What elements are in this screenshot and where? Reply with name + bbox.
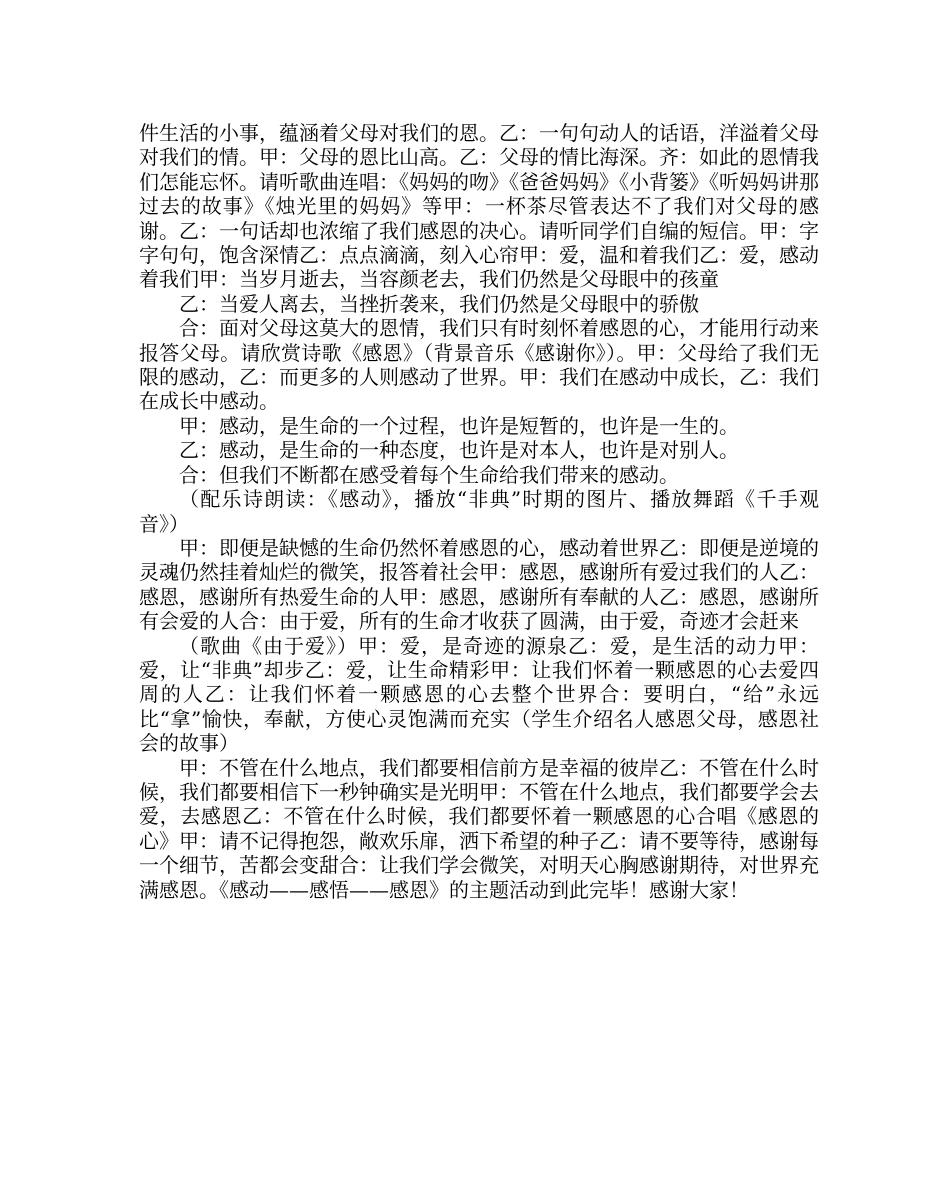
- paragraph-6: 合：但我们不断都在感受着每个生命给我们带来的感动。: [179, 462, 679, 487]
- paragraph-1: 件生活的小事，蕴涵着父母对我们的恩。乙：一句句动人的话语，洋溢着父母对我们的情。甲：父母的恩比山高。乙：父母的情比海深。齐：如此的恩情我们怎能忘怀。请听歌曲连唱：《妈妈的吻》《爸爸妈妈》《小背篓》《听妈妈讲那过去的故事》《烛光里的妈妈》等甲：一杯茶尽管表达不了我们对父母的感谢。乙：一句话却也浓缩了我们感恩的决心。请听同学们自编的短信。甲：字字句句，饱含深情乙：点点滴滴，刻入心帘甲：爱，温和着我们乙：爱，感动着我们甲：当岁月逝去，当容颜老去，我们仍然是父母眼中的孩童: [139, 121, 819, 292]
- paragraph-8: 甲：即便是缺憾的生命仍然怀着感恩的心，感动着世界乙：即便是逆境的灵魂仍然挂着灿烂的微笑，报答着社会甲：感恩，感谢所有爱过我们的人乙：感恩，感谢所有热爱生命的人甲：感恩，感谢所有奉献的人乙：感恩，感谢所有会爱的人合：由于爱，所有的生命才收获了圆满，由于爱，奇迹才会赶来: [139, 535, 819, 634]
- paragraph-7: （配乐诗朗读：《感动》，播放“非典”时期的图片、播放舞蹈《千手观音》）: [139, 487, 819, 536]
- paragraph-4: 甲：感动，是生命的一个过程，也许是短暂的，也许是一生的。: [179, 413, 739, 438]
- paragraph-10: 甲：不管在什么地点，我们都要相信前方是幸福的彼岸乙：不管在什么时候，我们都要相信下一秒钟确实是光明甲：不管在什么地点，我们都要学会去爱，去感恩乙：不管在什么时候，我们都要怀着一颗感恩的心合唱《感恩的心》甲：请不记得抱怨，敞欢乐扉，洒下希望的种子乙：请不要等待，感谢每一个细节，苦都会变甜合：让我们学会微笑，对明天心胸感谢期待，对世界充满感恩。《感动——感悟——感恩》的主题活动到此完毕！感谢大家！: [139, 755, 819, 902]
- paragraph-5: 乙：感动，是生命的一种态度，也许是对本人，也许是对别人。: [179, 438, 739, 463]
- document-body: [139, 121, 819, 902]
- paragraph-2: 乙：当爱人离去，当挫折袭来，我们仍然是父母眼中的骄傲: [179, 291, 699, 316]
- paragraph-3: 合：面对父母这莫大的恩情，我们只有时刻怀着感恩的心，才能用行动来报答父母。请欣赏诗歌《感恩》（背景音乐《感谢你》）。甲：父母给了我们无限的感动，乙：而更多的人则感动了世界。甲：我们在感动中成长，乙：我们在成长中感动。: [139, 316, 819, 414]
- paragraph-9: （歌曲《由于爱》）甲：爱，是奇迹的源泉乙：爱，是生活的动力甲：爱，让“非典”却步乙：爱，让生命精彩甲：让我们怀着一颗感恩的心去爱四周的人乙：让我们怀着一颗感恩的心去整个世界合：要明白，“给”永远比“拿”愉快，奉献，方使心灵饱满而充实（学生介绍名人感恩父母，感恩社会的故事）: [139, 633, 819, 756]
